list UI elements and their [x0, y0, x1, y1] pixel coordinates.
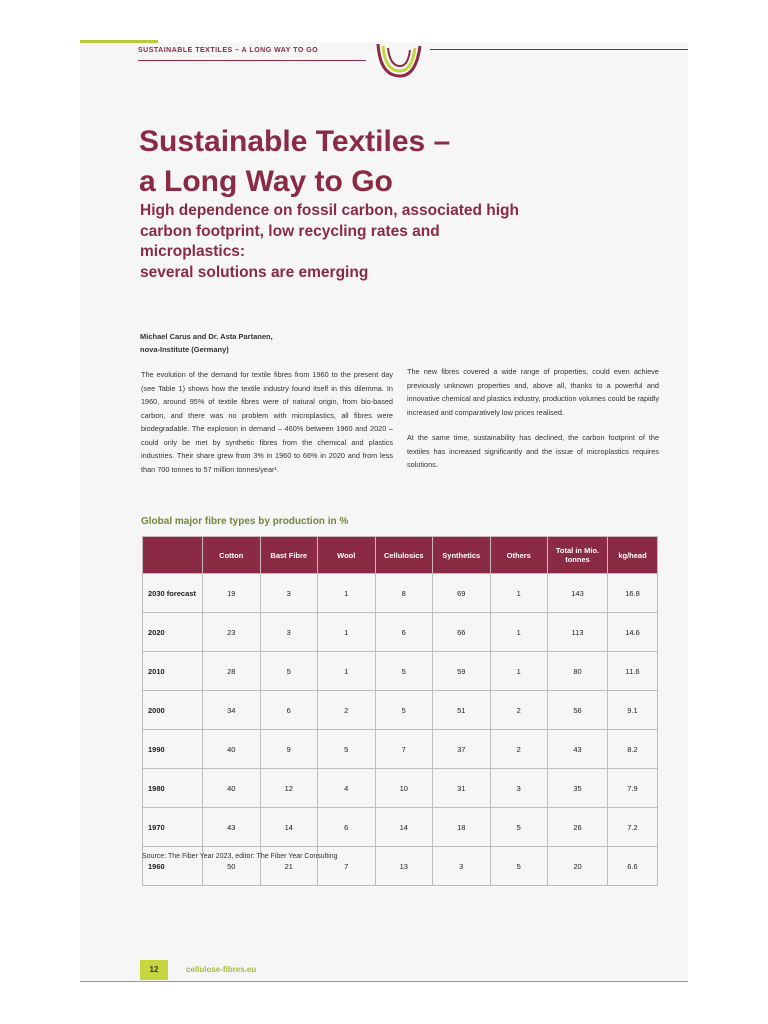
body-paragraph: The new fibres covered a wide range of properties, could even achieve previously unknown properties and, above all, thanks to a powerful and innovative chemical and plastics industry, production volumes could be rapidly increased and comparatively low prices realised.	[407, 367, 659, 417]
table-cell: 4	[318, 769, 376, 808]
column-header: Synthetics	[433, 537, 491, 574]
year-cell: 2030 forecast	[143, 574, 203, 613]
table-cell: 59	[433, 652, 491, 691]
table-cell: 113	[548, 613, 608, 652]
author-affiliation: nova-Institute (Germany)	[140, 345, 229, 354]
table-cell: 40	[203, 730, 261, 769]
table-cell: 12	[260, 769, 318, 808]
table-cell: 80	[548, 652, 608, 691]
table-cell: 9	[260, 730, 318, 769]
table-cell: 3	[260, 574, 318, 613]
table-cell: 10	[375, 769, 433, 808]
body-column-right	[407, 365, 659, 484]
column-header: Others	[490, 537, 548, 574]
table-cell: 2	[318, 691, 376, 730]
table-cell: 5	[318, 730, 376, 769]
table-cell: 21	[260, 847, 318, 886]
table-row	[143, 574, 658, 613]
table-cell: 5	[490, 847, 548, 886]
table-cell: 50	[203, 847, 261, 886]
subtitle-line: carbon footprint, low recycling rates and microplastics:	[140, 222, 440, 260]
title-line: a Long Way to Go	[139, 165, 393, 198]
table-cell: 34	[203, 691, 261, 730]
table-cell: 1	[318, 613, 376, 652]
page-number: 12	[140, 960, 168, 980]
year-cell: 2020	[143, 613, 203, 652]
column-header: kg/head	[608, 537, 658, 574]
body-column-left	[141, 368, 393, 488]
table-cell: 23	[203, 613, 261, 652]
fibre-production-table	[142, 536, 658, 886]
table-cell: 5	[375, 652, 433, 691]
table-cell: 8.2	[608, 730, 658, 769]
column-header: Wool	[318, 537, 376, 574]
year-cell: 2010	[143, 652, 203, 691]
year-cell: 2000	[143, 691, 203, 730]
table-row	[143, 769, 658, 808]
footer-rule	[80, 981, 688, 982]
year-cell: 1960	[143, 847, 203, 886]
table-cell: 66	[433, 613, 491, 652]
table-cell: 6.6	[608, 847, 658, 886]
table-cell: 13	[375, 847, 433, 886]
table-cell: 56	[548, 691, 608, 730]
table-cell: 35	[548, 769, 608, 808]
author-names: Michael Carus and Dr. Asta Partanen,	[140, 332, 273, 341]
table-cell: 9.1	[608, 691, 658, 730]
table-cell: 31	[433, 769, 491, 808]
table-cell: 5	[375, 691, 433, 730]
table-cell: 18	[433, 808, 491, 847]
table-cell: 8	[375, 574, 433, 613]
year-cell: 1990	[143, 730, 203, 769]
table-cell: 7.9	[608, 769, 658, 808]
table-cell: 1	[318, 652, 376, 691]
table-row	[143, 808, 658, 847]
running-header: SUSTAINABLE TEXTILES – A LONG WAY TO GO	[138, 47, 319, 54]
top-accent-line	[80, 40, 158, 43]
table-cell: 3	[260, 613, 318, 652]
table-row	[143, 613, 658, 652]
table-row	[143, 652, 658, 691]
table-cell: 5	[490, 808, 548, 847]
table-cell: 3	[433, 847, 491, 886]
table-cell: 11.6	[608, 652, 658, 691]
table-cell: 16.8	[608, 574, 658, 613]
table-cell: 143	[548, 574, 608, 613]
title-line: Sustainable Textiles –	[139, 125, 451, 158]
table-cell: 51	[433, 691, 491, 730]
table-cell: 14.6	[608, 613, 658, 652]
table-cell: 37	[433, 730, 491, 769]
table-cell: 3	[490, 769, 548, 808]
table-row	[143, 691, 658, 730]
table-cell: 6	[260, 691, 318, 730]
table-cell: 28	[203, 652, 261, 691]
table-cell: 1	[490, 613, 548, 652]
table-cell: 7	[375, 730, 433, 769]
table-cell: 2	[490, 691, 548, 730]
header-rule-right	[430, 49, 688, 50]
column-header: Cellulosics	[375, 537, 433, 574]
table-cell: 43	[203, 808, 261, 847]
table-cell: 7	[318, 847, 376, 886]
table-cell: 6	[375, 613, 433, 652]
column-header: Total in Mio. tonnes	[548, 537, 608, 574]
header-rule-left	[138, 60, 366, 61]
subtitle-line: several solutions are emerging	[140, 263, 369, 281]
column-header: Cotton	[203, 537, 261, 574]
table-cell: 1	[490, 652, 548, 691]
author-block	[140, 330, 340, 356]
table-cell: 1	[318, 574, 376, 613]
article-title	[139, 122, 519, 202]
year-cell: 1970	[143, 808, 203, 847]
table-cell: 20	[548, 847, 608, 886]
table-cell: 2	[490, 730, 548, 769]
table-cell: 7.2	[608, 808, 658, 847]
subtitle-line: High dependence on fossil carbon, associated high	[140, 202, 519, 219]
table-source: Source: The Fiber Year 2023, editor: The Fiber Year Consulting	[142, 853, 338, 860]
table-cell: 69	[433, 574, 491, 613]
table-row	[143, 730, 658, 769]
table-title: Global major fibre types by production in %	[141, 516, 349, 527]
body-paragraph: The evolution of the demand for textile fibres from 1960 to the present day (see Table 1) shows how the textile industry found itself in this dilemma. In 1960, around 95% of textile fibres were of natural origin, from bio-based carbon, and there was no problem with microplastics, all fibres were biodegradable. The explosion in demand – 460% between 1960 and 2020 – could only be met by synthetic fibres from the chemical and plastics industries. Their share grew from 3% in 1960 to 66% in 2020 and from less than 700 tonnes to 57 million tonnes/year¹.	[141, 370, 393, 474]
table-cell: 6	[318, 808, 376, 847]
column-header: Bast Fibre	[260, 537, 318, 574]
table-cell: 26	[548, 808, 608, 847]
year-cell: 1980	[143, 769, 203, 808]
body-paragraph: At the same time, sustainability has declined, the carbon footprint of the textiles has increased significantly and the issue of microplastics requires solutions.	[407, 433, 659, 469]
table-cell: 1	[490, 574, 548, 613]
table-cell: 19	[203, 574, 261, 613]
table-cell: 5	[260, 652, 318, 691]
table-cell: 14	[375, 808, 433, 847]
table-header-row	[143, 537, 658, 574]
table-cell: 14	[260, 808, 318, 847]
fibre-logo-icon	[372, 42, 426, 80]
table-cell: 43	[548, 730, 608, 769]
column-header	[143, 537, 203, 574]
article-subtitle	[140, 201, 530, 283]
table-cell: 40	[203, 769, 261, 808]
table-body	[143, 574, 658, 886]
footer-website-link[interactable]: cellulose-fibres.eu	[186, 965, 257, 974]
